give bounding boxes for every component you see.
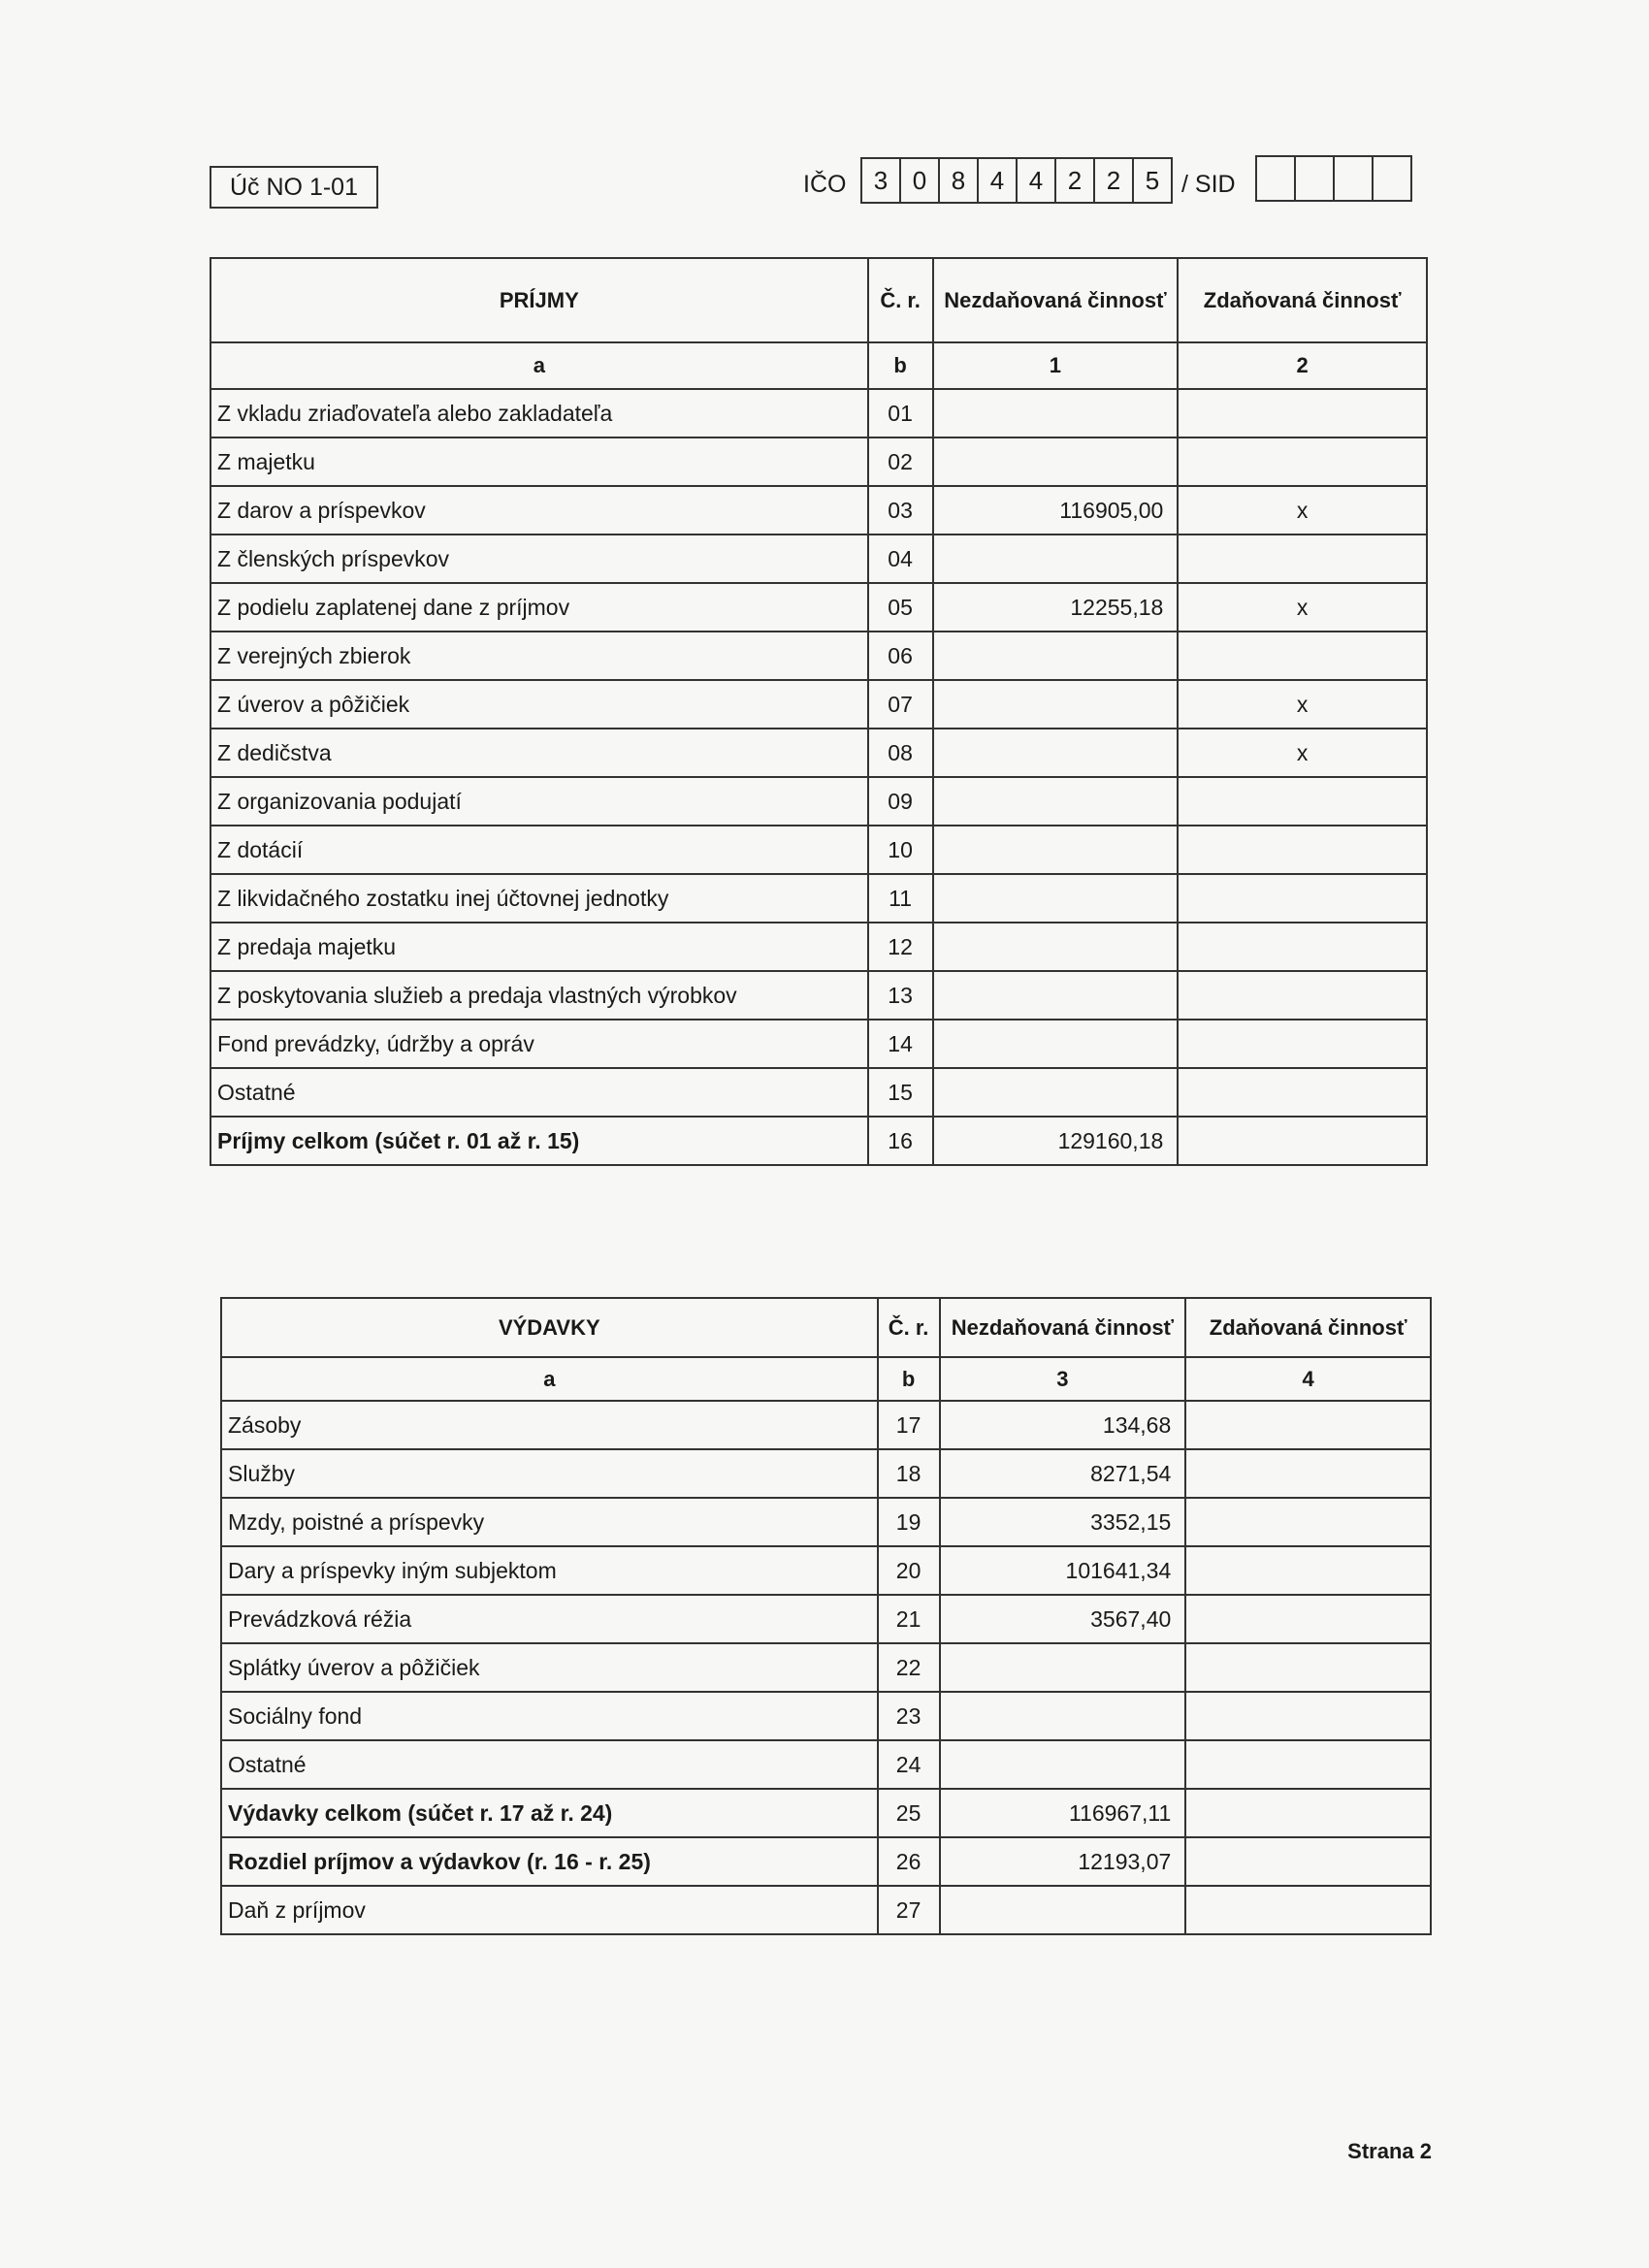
table-row <box>221 1595 1431 1643</box>
row-number: 06 <box>868 632 933 680</box>
row-number: 19 <box>878 1498 940 1546</box>
table-row <box>221 1740 1431 1789</box>
non-taxed-value <box>933 971 1179 1020</box>
row-label: Z podielu zaplatenej dane z príjmov <box>210 583 868 632</box>
table-row <box>210 583 1427 632</box>
row-number: 03 <box>868 486 933 535</box>
non-taxed-header: Nezdaňovaná činnosť <box>940 1298 1186 1357</box>
table-row <box>210 680 1427 729</box>
table-row <box>210 971 1427 1020</box>
row-number: 16 <box>868 1117 933 1165</box>
row-number: 22 <box>878 1643 940 1692</box>
row-label: Ostatné <box>210 1068 868 1117</box>
table-row <box>221 1498 1431 1546</box>
row-label: Z darov a príspevkov <box>210 486 868 535</box>
taxed-value <box>1185 1740 1431 1789</box>
row-label: Z dedičstva <box>210 729 868 777</box>
non-taxed-value: 116905,00 <box>933 486 1179 535</box>
row-label: Výdavky celkom (súčet r. 17 až r. 24) <box>221 1789 878 1837</box>
row-number: 25 <box>878 1789 940 1837</box>
non-taxed-value <box>940 1886 1186 1934</box>
row-number: 18 <box>878 1449 940 1498</box>
ico-digit: 2 <box>1056 159 1095 202</box>
taxed-value <box>1185 1692 1431 1740</box>
row-label: Z vkladu zriaďovateľa alebo zakladateľa <box>210 389 868 437</box>
ico-digit-boxes <box>860 157 1173 204</box>
non-taxed-value <box>940 1692 1186 1740</box>
expense-title-header: VÝDAVKY <box>221 1298 878 1357</box>
row-number: 27 <box>878 1886 940 1934</box>
sid-label: / SID <box>1181 171 1236 198</box>
row-label: Mzdy, poistné a príspevky <box>221 1498 878 1546</box>
row-label: Služby <box>221 1449 878 1498</box>
row-number: 13 <box>868 971 933 1020</box>
subheader-b: b <box>868 342 933 389</box>
non-taxed-header: Nezdaňovaná činnosť <box>933 258 1179 342</box>
table-row <box>210 1117 1427 1165</box>
taxed-value <box>1178 389 1427 437</box>
row-label: Príjmy celkom (súčet r. 01 až r. 15) <box>210 1117 868 1165</box>
non-taxed-value <box>933 535 1179 583</box>
row-label: Z dotácií <box>210 826 868 874</box>
table-row <box>221 1886 1431 1934</box>
row-label: Dary a príspevky iným subjektom <box>221 1546 878 1595</box>
table-row <box>221 1692 1431 1740</box>
row-number: 17 <box>878 1401 940 1449</box>
taxed-header: Zdaňovaná činnosť <box>1185 1298 1431 1357</box>
taxed-value <box>1185 1643 1431 1692</box>
non-taxed-value: 3567,40 <box>940 1595 1186 1643</box>
row-number: 07 <box>868 680 933 729</box>
ico-digit: 5 <box>1145 166 1160 195</box>
subheader-a: a <box>221 1357 878 1401</box>
table-row <box>210 1020 1427 1068</box>
row-label: Rozdiel príjmov a výdavkov (r. 16 - r. 25) <box>221 1837 878 1886</box>
taxed-value: x <box>1178 729 1427 777</box>
table-row <box>221 1837 1431 1886</box>
non-taxed-value: 3352,15 <box>940 1498 1186 1546</box>
non-taxed-value <box>940 1643 1186 1692</box>
table-row <box>221 1789 1431 1837</box>
ico-digit: 2 <box>1095 159 1134 202</box>
income-table <box>210 257 1428 1166</box>
taxed-value <box>1178 1117 1427 1165</box>
non-taxed-value: 134,68 <box>940 1401 1186 1449</box>
subheader-4: 4 <box>1185 1357 1431 1401</box>
non-taxed-value <box>933 777 1179 826</box>
row-number: 21 <box>878 1595 940 1643</box>
non-taxed-value <box>940 1740 1186 1789</box>
ico-digit: 0 <box>901 159 940 202</box>
row-label: Zásoby <box>221 1401 878 1449</box>
ico-digit: 8 <box>940 159 979 202</box>
taxed-header: Zdaňovaná činnosť <box>1178 258 1427 342</box>
row-label: Z likvidačného zostatku inej účtovnej jednotky <box>210 874 868 923</box>
ico-digit: 3 <box>862 159 901 202</box>
row-number: 04 <box>868 535 933 583</box>
row-number: 23 <box>878 1692 940 1740</box>
non-taxed-value: 129160,18 <box>933 1117 1179 1165</box>
non-taxed-value: 8271,54 <box>940 1449 1186 1498</box>
table-row <box>221 1401 1431 1449</box>
taxed-value <box>1178 632 1427 680</box>
non-taxed-value: 12193,07 <box>940 1837 1186 1886</box>
row-label: Splátky úverov a pôžičiek <box>221 1643 878 1692</box>
row-number: 10 <box>868 826 933 874</box>
taxed-value <box>1178 777 1427 826</box>
row-label: Prevádzková réžia <box>221 1595 878 1643</box>
non-taxed-value <box>933 923 1179 971</box>
row-number-header: Č. r. <box>868 258 933 342</box>
taxed-value <box>1185 1837 1431 1886</box>
table-row <box>210 729 1427 777</box>
sid-digit <box>1257 157 1296 200</box>
row-number: 15 <box>868 1068 933 1117</box>
taxed-value <box>1185 1449 1431 1498</box>
row-label: Z úverov a pôžičiek <box>210 680 868 729</box>
taxed-value <box>1185 1401 1431 1449</box>
income-title-header: PRÍJMY <box>210 258 868 342</box>
table-row <box>210 874 1427 923</box>
sid-digit-boxes <box>1255 155 1412 202</box>
row-number: 20 <box>878 1546 940 1595</box>
sid-digit <box>1335 157 1374 200</box>
row-label: Z verejných zbierok <box>210 632 868 680</box>
table-row <box>210 535 1427 583</box>
row-number: 02 <box>868 437 933 486</box>
non-taxed-value <box>933 632 1179 680</box>
row-number: 26 <box>878 1837 940 1886</box>
expense-table <box>220 1297 1432 1935</box>
taxed-value <box>1178 1068 1427 1117</box>
row-label: Z predaja majetku <box>210 923 868 971</box>
row-number: 24 <box>878 1740 940 1789</box>
subheader-a: a <box>210 342 868 389</box>
taxed-value <box>1178 874 1427 923</box>
taxed-value <box>1178 535 1427 583</box>
row-number: 08 <box>868 729 933 777</box>
table-row <box>210 777 1427 826</box>
non-taxed-value: 101641,34 <box>940 1546 1186 1595</box>
non-taxed-value <box>933 1068 1179 1117</box>
table-row <box>210 923 1427 971</box>
row-label: Z organizovania podujatí <box>210 777 868 826</box>
row-number: 09 <box>868 777 933 826</box>
row-label: Z členských príspevkov <box>210 535 868 583</box>
ico-digit: 4 <box>979 159 1018 202</box>
row-number: 05 <box>868 583 933 632</box>
non-taxed-value <box>933 826 1179 874</box>
row-label: Fond prevádzky, údržby a opráv <box>210 1020 868 1068</box>
taxed-value <box>1178 923 1427 971</box>
subheader-3: 3 <box>940 1357 1186 1401</box>
row-label: Z poskytovania služieb a predaja vlastných výrobkov <box>210 971 868 1020</box>
non-taxed-value: 12255,18 <box>933 583 1179 632</box>
table-row <box>210 486 1427 535</box>
taxed-value <box>1178 971 1427 1020</box>
non-taxed-value <box>933 729 1179 777</box>
subheader-2: 2 <box>1178 342 1427 389</box>
row-number: 01 <box>868 389 933 437</box>
taxed-value <box>1178 437 1427 486</box>
taxed-value: x <box>1178 583 1427 632</box>
non-taxed-value: 116967,11 <box>940 1789 1186 1837</box>
taxed-value <box>1178 826 1427 874</box>
ico-label: IČO <box>803 171 847 198</box>
non-taxed-value <box>933 874 1179 923</box>
row-label: Z majetku <box>210 437 868 486</box>
sid-digit <box>1374 157 1410 200</box>
taxed-value <box>1185 1546 1431 1595</box>
subheader-1: 1 <box>933 342 1179 389</box>
table-row <box>221 1546 1431 1595</box>
row-label: Sociálny fond <box>221 1692 878 1740</box>
table-row <box>210 389 1427 437</box>
row-number: 14 <box>868 1020 933 1068</box>
taxed-value <box>1185 1789 1431 1837</box>
taxed-value <box>1185 1886 1431 1934</box>
ico-digit: 4 <box>1018 159 1056 202</box>
subheader-b: b <box>878 1357 940 1401</box>
taxed-value: x <box>1178 680 1427 729</box>
row-label: Ostatné <box>221 1740 878 1789</box>
non-taxed-value <box>933 389 1179 437</box>
taxed-value <box>1185 1595 1431 1643</box>
table-row <box>221 1449 1431 1498</box>
table-row <box>210 1068 1427 1117</box>
row-label: Daň z príjmov <box>221 1886 878 1934</box>
taxed-value <box>1185 1498 1431 1546</box>
row-number: 11 <box>868 874 933 923</box>
sid-digit <box>1296 157 1335 200</box>
form-code: Úč NO 1-01 <box>210 166 378 209</box>
table-row <box>210 632 1427 680</box>
taxed-value <box>1178 1020 1427 1068</box>
non-taxed-value <box>933 437 1179 486</box>
non-taxed-value <box>933 680 1179 729</box>
table-row <box>221 1643 1431 1692</box>
row-number: 12 <box>868 923 933 971</box>
table-row <box>210 826 1427 874</box>
taxed-value: x <box>1178 486 1427 535</box>
table-row <box>210 437 1427 486</box>
page-number: Strana 2 <box>1347 2139 1432 2163</box>
row-number-header: Č. r. <box>878 1298 940 1357</box>
non-taxed-value <box>933 1020 1179 1068</box>
